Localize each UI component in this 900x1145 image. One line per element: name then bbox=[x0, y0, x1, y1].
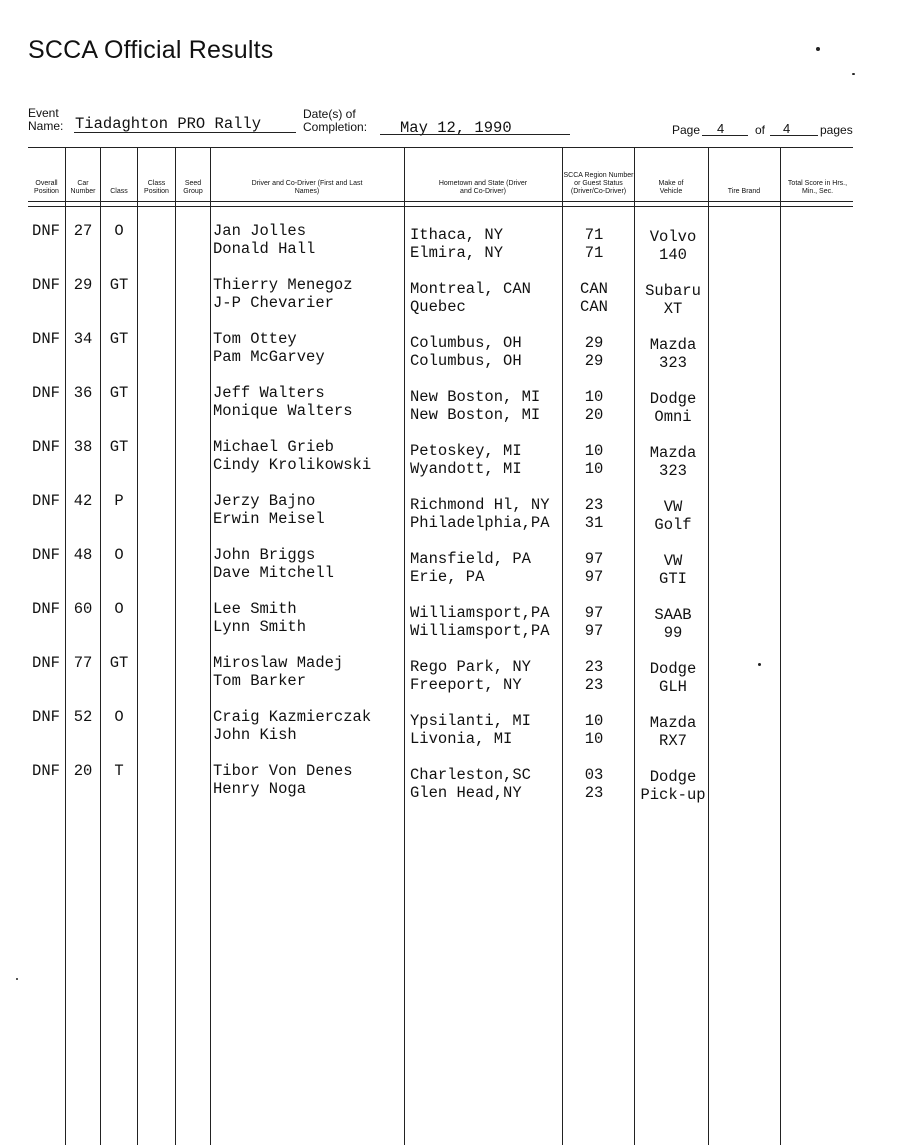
class: GT bbox=[109, 384, 129, 402]
driver-name: Michael Grieb bbox=[213, 438, 334, 456]
page-number: 4 bbox=[717, 121, 725, 136]
header-rule-1 bbox=[28, 201, 853, 202]
codriver-name: John Kish bbox=[213, 726, 297, 744]
scan-speck bbox=[816, 47, 820, 51]
driver-hometown: Columbus, OH bbox=[410, 334, 522, 352]
pages-label: pages bbox=[820, 123, 853, 137]
vehicle-model: RX7 bbox=[659, 732, 687, 750]
driver-region: CAN bbox=[580, 280, 608, 298]
class: GT bbox=[109, 330, 129, 348]
vehicle-model: XT bbox=[663, 300, 683, 318]
car-number: 34 bbox=[73, 330, 93, 348]
vehicle-make: Dodge bbox=[649, 768, 697, 786]
scan-speck bbox=[758, 663, 761, 666]
scan-speck bbox=[852, 73, 855, 75]
codriver-region: 10 bbox=[584, 460, 604, 478]
vehicle-make: Dodge bbox=[649, 660, 697, 678]
codriver-region: 23 bbox=[584, 676, 604, 694]
class: O bbox=[114, 708, 124, 726]
car-number: 60 bbox=[73, 600, 93, 618]
vehicle-model: 140 bbox=[659, 246, 687, 264]
vehicle-make: Dodge bbox=[649, 390, 697, 408]
table-top-rule bbox=[28, 147, 853, 148]
codriver-hometown: Columbus, OH bbox=[410, 352, 522, 370]
class: O bbox=[114, 546, 124, 564]
driver-region: 23 bbox=[584, 658, 604, 676]
vehicle-make: Mazda bbox=[649, 444, 697, 462]
codriver-name: Dave Mitchell bbox=[213, 564, 334, 582]
total-pages-underline bbox=[770, 135, 818, 136]
car-number: 27 bbox=[73, 222, 93, 240]
codriver-name: Erwin Meisel bbox=[213, 510, 325, 528]
vehicle-model: GTI bbox=[659, 570, 687, 588]
date-underline bbox=[380, 134, 570, 135]
driver-name: Jan Jolles bbox=[213, 222, 307, 240]
overall-position: DNF bbox=[32, 384, 60, 402]
overall-position: DNF bbox=[32, 600, 60, 618]
driver-region: 03 bbox=[584, 766, 604, 784]
form-title: SCCA Official Results bbox=[28, 36, 274, 64]
codriver-name: Donald Hall bbox=[213, 240, 316, 258]
vehicle-model: 323 bbox=[659, 354, 687, 372]
driver-name: Thierry Menegoz bbox=[213, 276, 353, 294]
driver-region: 23 bbox=[584, 496, 604, 514]
codriver-name: Henry Noga bbox=[213, 780, 307, 798]
class: GT bbox=[109, 438, 129, 456]
col-divider-8 bbox=[634, 147, 635, 1145]
codriver-name: Pam McGarvey bbox=[213, 348, 325, 366]
vehicle-model: GLH bbox=[659, 678, 687, 696]
codriver-region: 20 bbox=[584, 406, 604, 424]
class: T bbox=[114, 762, 124, 780]
driver-hometown: Mansfield, PA bbox=[410, 550, 531, 568]
driver-name: Craig Kazmierczak bbox=[213, 708, 372, 726]
vehicle-make: Volvo bbox=[649, 228, 697, 246]
codriver-hometown: Williamsport,PA bbox=[410, 622, 550, 640]
total-pages: 4 bbox=[783, 121, 791, 136]
overall-position: DNF bbox=[32, 654, 60, 672]
car-number: 29 bbox=[73, 276, 93, 294]
driver-hometown: Petoskey, MI bbox=[410, 442, 522, 460]
driver-region: 29 bbox=[584, 334, 604, 352]
event-name-label: Event Name: bbox=[28, 106, 64, 133]
driver-name: Tom Ottey bbox=[213, 330, 297, 348]
driver-hometown: Williamsport,PA bbox=[410, 604, 550, 622]
class: O bbox=[114, 600, 124, 618]
col-header-driver: Driver and Co-Driver (First and Last Names) bbox=[251, 180, 363, 195]
col-header-tire: Tire Brand bbox=[727, 188, 761, 195]
driver-name: Jerzy Bajno bbox=[213, 492, 316, 510]
codriver-hometown: Elmira, NY bbox=[410, 244, 504, 262]
col-header-car-number: Car Number bbox=[70, 180, 96, 195]
driver-region: 10 bbox=[584, 442, 604, 460]
driver-region: 10 bbox=[584, 712, 604, 730]
date-label: Date(s) of Completion: bbox=[303, 107, 368, 134]
driver-hometown: Ypsilanti, MI bbox=[410, 712, 531, 730]
car-number: 77 bbox=[73, 654, 93, 672]
overall-position: DNF bbox=[32, 222, 60, 240]
driver-name: Tibor Von Denes bbox=[213, 762, 353, 780]
codriver-name: Tom Barker bbox=[213, 672, 307, 690]
vehicle-make: VW bbox=[663, 552, 683, 570]
driver-hometown: Ithaca, NY bbox=[410, 226, 504, 244]
driver-region: 97 bbox=[584, 604, 604, 622]
header-rule-2 bbox=[28, 206, 853, 207]
codriver-name: Monique Walters bbox=[213, 402, 353, 420]
driver-hometown: Richmond Hl, NY bbox=[410, 496, 550, 514]
codriver-region: 10 bbox=[584, 730, 604, 748]
class: GT bbox=[109, 654, 129, 672]
col-divider-9 bbox=[708, 147, 709, 1145]
vehicle-model: Pick-up bbox=[640, 786, 706, 804]
overall-position: DNF bbox=[32, 546, 60, 564]
driver-region: 71 bbox=[584, 226, 604, 244]
col-divider-2 bbox=[100, 147, 101, 1145]
codriver-hometown: Wyandott, MI bbox=[410, 460, 522, 478]
codriver-region: CAN bbox=[580, 298, 608, 316]
col-header-class-position: Class Position bbox=[144, 180, 169, 195]
of-label: of bbox=[755, 123, 766, 137]
overall-position: DNF bbox=[32, 492, 60, 510]
col-divider-6 bbox=[404, 147, 405, 1145]
event-name-value: Tiadaghton PRO Rally bbox=[75, 115, 262, 133]
col-header-region: SCCA Region Number or Guest Status (Driver/Co-Driver) bbox=[563, 172, 634, 195]
vehicle-model: 99 bbox=[663, 624, 683, 642]
driver-name: Jeff Walters bbox=[213, 384, 325, 402]
codriver-hometown: Freeport, NY bbox=[410, 676, 522, 694]
vehicle-model: Golf bbox=[654, 516, 692, 534]
col-divider-10 bbox=[780, 147, 781, 1145]
codriver-hometown: Livonia, MI bbox=[410, 730, 513, 748]
car-number: 48 bbox=[73, 546, 93, 564]
col-header-score: Total Score in Hrs., Min., Sec. bbox=[787, 180, 848, 195]
col-header-class: Class bbox=[110, 188, 128, 195]
overall-position: DNF bbox=[32, 762, 60, 780]
date-value: May 12, 1990 bbox=[400, 119, 512, 137]
codriver-region: 31 bbox=[584, 514, 604, 532]
overall-position: DNF bbox=[32, 276, 60, 294]
col-header-seed-group: Seed Group bbox=[183, 180, 203, 195]
overall-position: DNF bbox=[32, 708, 60, 726]
driver-region: 97 bbox=[584, 550, 604, 568]
driver-name: Miroslaw Madej bbox=[213, 654, 344, 672]
overall-position: DNF bbox=[32, 438, 60, 456]
codriver-hometown: Quebec bbox=[410, 298, 466, 316]
col-divider-1 bbox=[65, 147, 66, 1145]
car-number: 20 bbox=[73, 762, 93, 780]
codriver-region: 97 bbox=[584, 568, 604, 586]
class: O bbox=[114, 222, 124, 240]
driver-name: John Briggs bbox=[213, 546, 316, 564]
event-name-underline bbox=[74, 132, 296, 133]
col-header-hometown: Hometown and State (Driver and Co-Driver) bbox=[438, 180, 528, 195]
codriver-region: 29 bbox=[584, 352, 604, 370]
col-header-make: Make of Vehicle bbox=[658, 180, 684, 195]
col-divider-4 bbox=[175, 147, 176, 1145]
vehicle-model: 323 bbox=[659, 462, 687, 480]
vehicle-make: VW bbox=[663, 498, 683, 516]
driver-hometown: Montreal, CAN bbox=[410, 280, 531, 298]
codriver-hometown: Glen Head,NY bbox=[410, 784, 522, 802]
scan-speck bbox=[16, 978, 18, 980]
page-label: Page bbox=[672, 123, 701, 137]
codriver-region: 97 bbox=[584, 622, 604, 640]
vehicle-make: Mazda bbox=[649, 336, 697, 354]
codriver-hometown: Erie, PA bbox=[410, 568, 485, 586]
vehicle-model: Omni bbox=[654, 408, 692, 426]
driver-region: 10 bbox=[584, 388, 604, 406]
overall-position: DNF bbox=[32, 330, 60, 348]
driver-name: Lee Smith bbox=[213, 600, 297, 618]
page-number-underline bbox=[702, 135, 748, 136]
car-number: 42 bbox=[73, 492, 93, 510]
car-number: 52 bbox=[73, 708, 93, 726]
vehicle-make: Mazda bbox=[649, 714, 697, 732]
codriver-name: J-P Chevarier bbox=[213, 294, 334, 312]
col-header-overall-position: Overall Position bbox=[34, 180, 59, 195]
car-number: 36 bbox=[73, 384, 93, 402]
codriver-region: 23 bbox=[584, 784, 604, 802]
codriver-region: 71 bbox=[584, 244, 604, 262]
vehicle-make: Subaru bbox=[645, 282, 701, 300]
codriver-name: Lynn Smith bbox=[213, 618, 307, 636]
codriver-name: Cindy Krolikowski bbox=[213, 456, 372, 474]
driver-hometown: New Boston, MI bbox=[410, 388, 541, 406]
car-number: 38 bbox=[73, 438, 93, 456]
col-divider-3 bbox=[137, 147, 138, 1145]
vehicle-make: SAAB bbox=[654, 606, 692, 624]
codriver-hometown: Philadelphia,PA bbox=[410, 514, 550, 532]
class: GT bbox=[109, 276, 129, 294]
codriver-hometown: New Boston, MI bbox=[410, 406, 541, 424]
driver-hometown: Charleston,SC bbox=[410, 766, 531, 784]
driver-hometown: Rego Park, NY bbox=[410, 658, 531, 676]
class: P bbox=[114, 492, 124, 510]
col-divider-5 bbox=[210, 147, 211, 1145]
